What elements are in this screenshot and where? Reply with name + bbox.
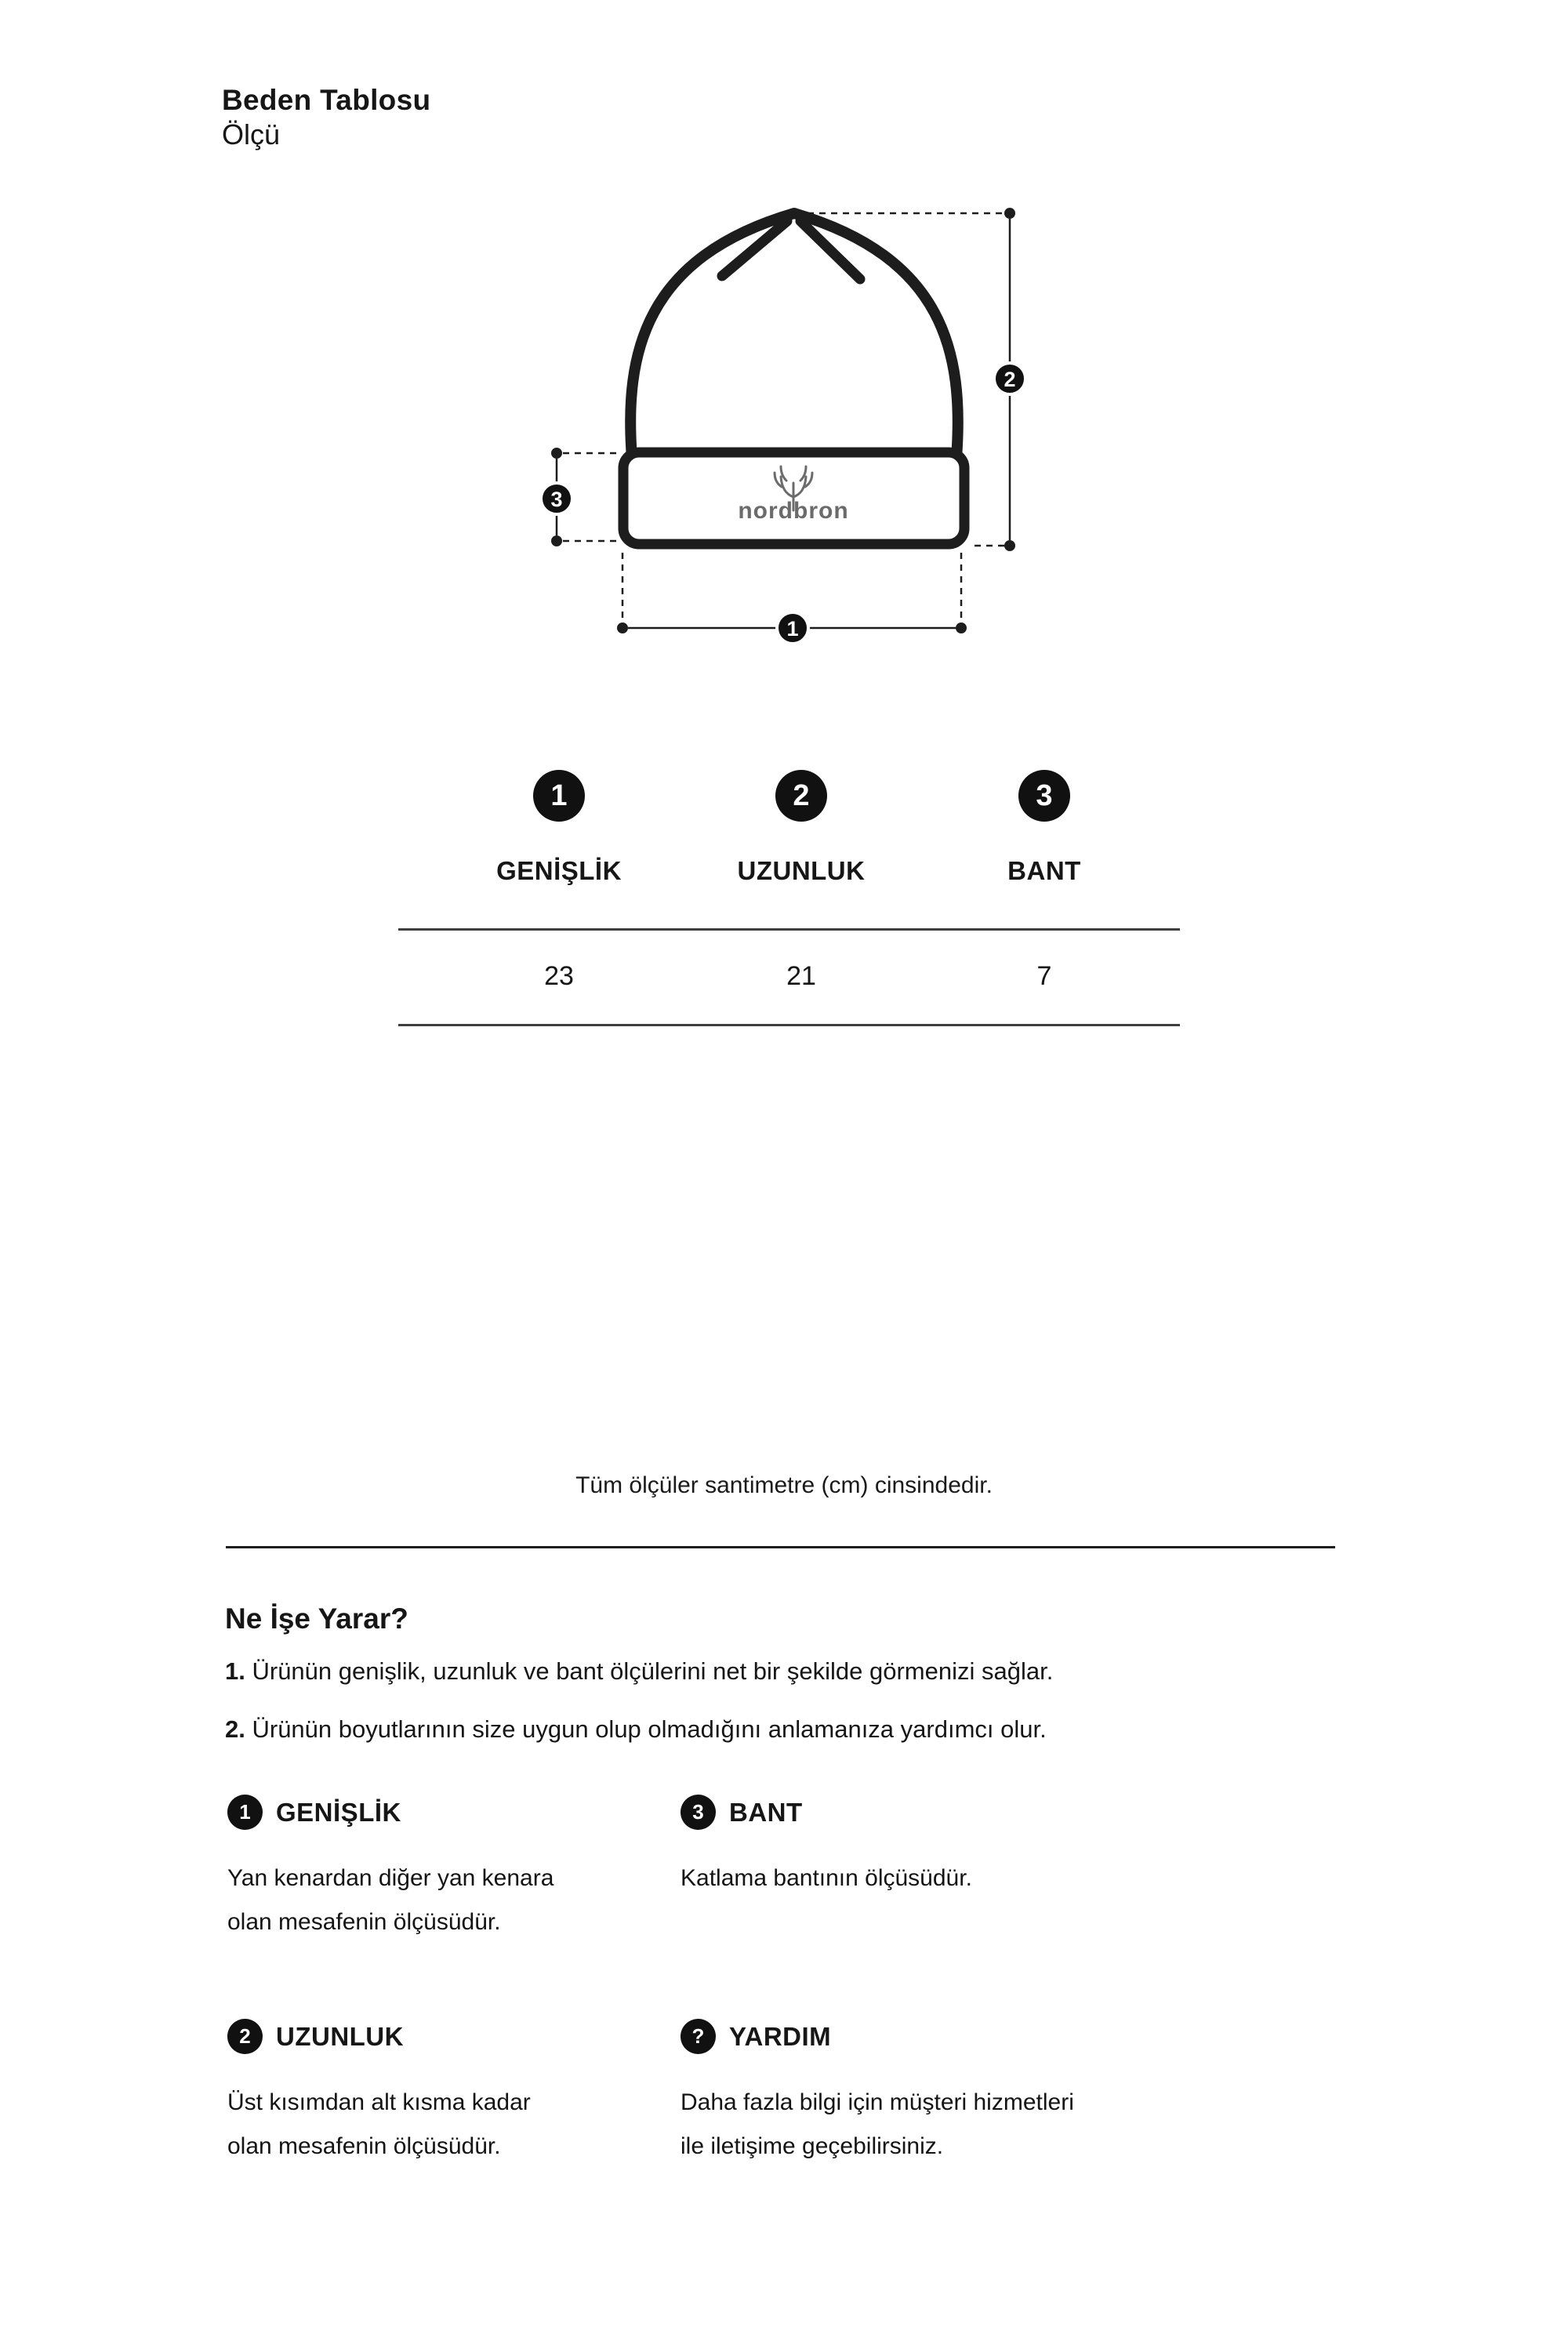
- description-line: Yan kenardan diğer yan kenara: [227, 1865, 554, 1891]
- definition-title: BANT: [729, 1797, 803, 1827]
- definition-marker-badge-1: [227, 1795, 263, 1830]
- info-item-1: [225, 1656, 1401, 1687]
- definition-description: [227, 2081, 666, 2169]
- band-end-dot-bottom: [551, 535, 562, 546]
- description-line: Daha fazla bilgi için müşteri hizmetleri: [681, 2089, 1074, 2115]
- marker-number: 1: [239, 1800, 251, 1824]
- definition-bant: [681, 1795, 1120, 1900]
- table-marker-badge-1: [533, 770, 585, 822]
- beanie-dome: [630, 213, 958, 458]
- table-rule-bottom: [398, 1024, 1180, 1026]
- info-heading: Ne İşe Yarar?: [225, 1602, 408, 1635]
- table-marker-badge-3: [1018, 770, 1070, 822]
- units-note: Tüm ölçüler santimetre (cm) cinsindedir.: [575, 1472, 993, 1498]
- length-end-dot-bottom: [1004, 540, 1015, 551]
- definition-description: [227, 1857, 666, 1944]
- cell-value-genislik: 23: [544, 961, 574, 991]
- definition-header: [681, 1795, 1120, 1830]
- definition-title: UZUNLUK: [276, 2021, 404, 2051]
- page-title: Beden Tablosu: [222, 84, 431, 116]
- definition-header: [227, 2019, 666, 2054]
- definition-title: YARDIM: [729, 2021, 832, 2051]
- width-end-dot-left: [617, 622, 628, 633]
- page-subtitle: Ölçü: [222, 118, 281, 151]
- definition-title: GENİŞLİK: [276, 1797, 401, 1827]
- brand-wordmark: nordbron: [738, 498, 849, 524]
- marker-number: 3: [692, 1800, 704, 1824]
- info-item-text: Ürünün boyutlarının size uygun olup olmadığını anlamanıza yardımcı olur.: [252, 1715, 1047, 1743]
- description-line: Üst kısımdan alt kısma kadar: [227, 2089, 531, 2115]
- table-marker-number: 1: [550, 779, 568, 812]
- definition-header: [227, 1795, 666, 1830]
- column-header-uzunluk: UZUNLUK: [737, 856, 866, 885]
- table-marker-number: 2: [793, 779, 810, 812]
- description-line: Katlama bantının ölçüsüdür.: [681, 1865, 972, 1891]
- band-end-dot-top: [551, 448, 562, 459]
- beanie-measurement-diagram: [502, 180, 1051, 666]
- table-marker-badge-2: [775, 770, 827, 822]
- definition-description: [681, 1857, 1120, 1900]
- definition-marker-badge-3: [681, 1795, 716, 1830]
- size-table-column-uzunluk: [676, 770, 927, 992]
- definition-genislik: [227, 1795, 666, 1944]
- definition-marker-badge-2: [227, 2019, 263, 2054]
- marker-number: 2: [239, 2024, 251, 2048]
- info-item-text: Ürünün genişlik, uzunluk ve bant ölçülerini net bir şekilde görmenizi sağlar.: [252, 1657, 1054, 1685]
- page-header: [222, 83, 430, 152]
- description-line: olan mesafenin ölçüsüdür.: [227, 1909, 501, 1935]
- section-divider: [226, 1546, 1335, 1548]
- cell-value-uzunluk: 21: [786, 961, 816, 991]
- definition-description: [681, 2081, 1120, 2169]
- band-marker-number: 3: [550, 488, 563, 511]
- width-marker-number: 1: [786, 617, 799, 641]
- question-mark-badge: [681, 2019, 716, 2054]
- info-item-number: 1.: [225, 1657, 245, 1685]
- length-end-dot-top: [1004, 208, 1015, 219]
- definition-header: [681, 2019, 1120, 2054]
- column-header-genislik: GENİŞLİK: [496, 856, 622, 885]
- column-header-bant: BANT: [1007, 856, 1081, 885]
- size-table-column-genislik: [434, 770, 684, 992]
- question-mark-icon: ?: [691, 2024, 705, 2048]
- size-table-column-bant: [919, 770, 1170, 992]
- definition-yardim: [681, 2019, 1120, 2169]
- table-marker-number: 3: [1036, 779, 1053, 812]
- table-rule-top: [398, 928, 1180, 931]
- description-line: olan mesafenin ölçüsüdür.: [227, 2133, 501, 2159]
- description-line: ile iletişime geçebilirsiniz.: [681, 2133, 944, 2159]
- info-item-number: 2.: [225, 1715, 245, 1743]
- width-end-dot-right: [956, 622, 967, 633]
- length-marker-number: 2: [1004, 368, 1016, 391]
- definition-uzunluk: [227, 2019, 666, 2169]
- info-item-2: [225, 1714, 1401, 1745]
- cell-value-bant: 7: [1036, 961, 1052, 991]
